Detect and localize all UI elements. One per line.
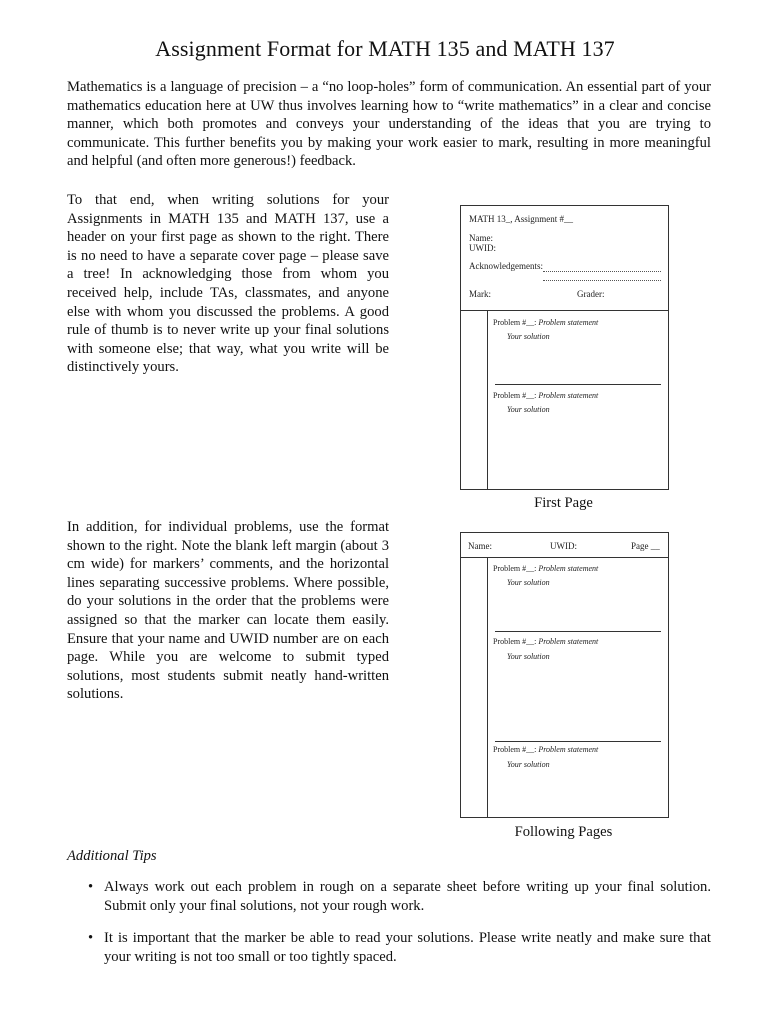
solution-placeholder: Your solution xyxy=(507,652,550,661)
acknowledgements-line xyxy=(543,280,661,281)
tip-text: Always work out each problem in rough on a separate sheet before writing up your final solution. Submit only your final solutions, not your rough work. xyxy=(104,879,711,914)
problem-heading xyxy=(493,564,598,573)
bullet-icon: • xyxy=(88,879,94,895)
acknowledgements-line xyxy=(543,271,661,272)
following-pages-caption: Following Pages xyxy=(514,824,613,840)
marker-margin xyxy=(487,557,488,817)
header-instructions-paragraph: To that end, when writing solutions for your Assignments in MATH 135 and MATH 137, use a header on your first page as shown to the right. There is no need to have a separate cover page – please save a tree! In acknowledging those from whom you received help, include TAs, classmates, and anyone else with whom you discussed the problems. A good rule of thumb is to never write up your final solutions with someone else; that way, what you write will be distinctively yours. xyxy=(67,192,389,376)
bullet-icon: • xyxy=(88,930,94,947)
problem-statement: Problem statement xyxy=(538,745,599,754)
problem-statement: Problem statement xyxy=(538,637,599,646)
first-page-example xyxy=(460,205,669,490)
solution-placeholder: Your solution xyxy=(507,760,550,769)
uwid-label: UWID: xyxy=(469,243,496,253)
name-label: Name: xyxy=(469,233,493,243)
problem-format-paragraph: In addition, for individual problems, use the format shown to the right. Note the blank left margin (about 3 cm wide) for markers’ comments, and the horizontal lines separating successive problems. Where possible, do your solutions in the order that the problems were assigned so that the marker can locate them easily. Ensure that your name and UWID number are on each page. While you are welcome to submit typed solutions, most students submit neatly hand-written solutions. xyxy=(67,519,389,703)
problem-number: Problem #__: xyxy=(493,745,537,754)
course-assignment-line: MATH 13_, Assignment #__ xyxy=(469,214,574,224)
solution-placeholder: Your solution xyxy=(507,578,550,587)
problem-heading xyxy=(493,318,598,327)
following-page-header xyxy=(461,533,668,558)
mark-label: Mark: xyxy=(469,289,491,299)
tip-text: It is important that the marker be able to read your solutions. Please write neatly and make sure that your writing is not too small or too tightly spaced. xyxy=(104,930,711,965)
solution-placeholder: Your solution xyxy=(507,332,550,341)
grader-label: Grader: xyxy=(577,289,605,299)
name-label: Name: xyxy=(468,541,492,551)
page-number-label: Page __ xyxy=(631,541,660,551)
problem-statement: Problem statement xyxy=(538,318,599,327)
tip-item xyxy=(67,929,711,966)
problem-separator xyxy=(495,741,661,742)
following-pages-example xyxy=(460,532,669,818)
problem-separator xyxy=(495,631,661,632)
tip-item xyxy=(67,878,711,915)
tips-list xyxy=(67,878,711,980)
problem-statement: Problem statement xyxy=(538,564,599,573)
problem-number: Problem #__: xyxy=(493,391,537,400)
problem-statement: Problem statement xyxy=(538,391,599,400)
acknowledgements-label: Acknowledgements: xyxy=(469,261,543,271)
problem-number: Problem #__: xyxy=(493,637,537,646)
problem-heading xyxy=(493,637,598,646)
page-title: Assignment Format for MATH 135 and MATH 137 xyxy=(155,36,615,61)
problem-separator xyxy=(495,384,661,385)
problem-number: Problem #__: xyxy=(493,318,537,327)
marker-margin xyxy=(487,310,488,489)
problem-heading xyxy=(493,745,598,754)
intro-paragraph: Mathematics is a language of precision – a “no loop-holes” form of communication. An essential part of your mathematics education here at UW thus involves learning how to “write mathematics” in a clear and concise manner, which both promotes and conveys your understanding of the ideas that you are trying to communicate. This further benefits you by making your work easier to mark, resulting in more meaningful and helpful (and often more generous!) feedback. xyxy=(67,79,711,170)
tips-heading: Additional Tips xyxy=(67,848,157,864)
first-page-header xyxy=(461,206,668,311)
problem-heading xyxy=(493,391,598,400)
first-page-caption: First Page xyxy=(534,495,593,511)
solution-placeholder: Your solution xyxy=(507,405,550,414)
problem-number: Problem #__: xyxy=(493,564,537,573)
uwid-label: UWID: xyxy=(550,541,577,551)
